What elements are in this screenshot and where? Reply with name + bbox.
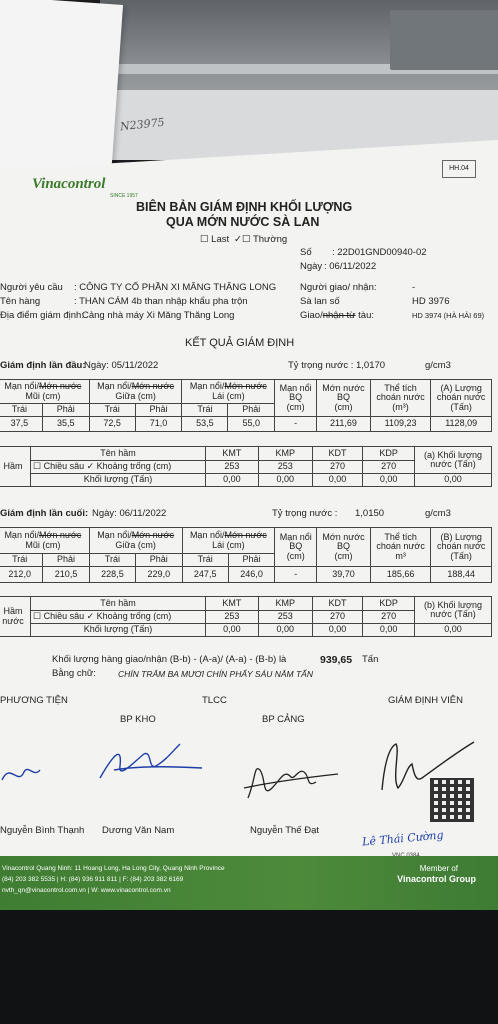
dark-background-bottom: [0, 910, 498, 1024]
table-cell: 270: [312, 461, 363, 474]
barge-value: HD 3976: [412, 296, 450, 307]
table-cell: 35,5: [42, 417, 89, 432]
depth-checkbox: ☐ Chiều sâu: [33, 461, 85, 472]
tank-option-row: [31, 611, 206, 624]
first-survey-date: Ngày: 05/11/2022: [84, 360, 159, 371]
option-last: ☐ Last: [200, 234, 230, 245]
place-label: Địa điểm giám định:: [0, 310, 84, 321]
table-cell: 0,00: [363, 474, 415, 487]
last-survey-date: Ngày: 06/11/2022: [92, 508, 167, 519]
tank-mass-label: Khối lượng (Tấn): [31, 474, 206, 487]
first-density-label: Tỷ trọng nước :: [288, 360, 354, 371]
footer-address: Vinacontrol Quang Ninh: 11 Hoang Long, Ha Long City, Quang Ninh Province: [2, 865, 225, 872]
tank-option-row: [31, 461, 206, 474]
table-cell: 270: [312, 611, 363, 624]
doc-date: : 06/11/2022: [324, 261, 377, 272]
vessel-signature: [0, 752, 50, 792]
form-code: HH.04: [442, 160, 476, 178]
logo-since: SINCE 1957: [110, 193, 138, 199]
port-signature: [242, 758, 342, 808]
table-cell: 253: [206, 461, 259, 474]
tank-row-label: Hầm nước: [0, 597, 31, 637]
bq-draft-header: Mớn nước BQ (cm): [317, 528, 371, 567]
table-cell: 211,69: [317, 417, 371, 432]
inspector-stamp-name: Lê Thái Cường: [361, 828, 444, 849]
delivery-label-b: tàu:: [358, 310, 374, 321]
net-mass-unit: Tấn: [362, 654, 379, 665]
ullage-checkbox: ✓ Khoảng trống (cm): [86, 461, 172, 472]
table-cell: -: [275, 567, 317, 583]
tank-total-header: (b) Khối lượng nước (Tấn): [415, 597, 492, 624]
table-cell: 0,00: [206, 624, 259, 637]
delivery-label-a: Giao/: [300, 310, 323, 321]
footer-member-of: Member of: [419, 864, 458, 873]
in-words-label: Bằng chữ:: [52, 668, 96, 679]
place-value: Cảng nhà máy Xi Măng Thăng Long: [82, 310, 235, 321]
warehouse-signature-title: BP KHO: [120, 714, 156, 725]
table-cell: 37,5: [0, 417, 42, 432]
table-cell: 0,00: [312, 474, 363, 487]
goods-value: : THAN CÁM 4b than nhập khẩu pha trộn: [74, 296, 248, 307]
table-cell: -: [275, 417, 317, 432]
warehouse-signature: [96, 740, 206, 790]
side-left: Trái: [0, 404, 42, 417]
ullage-checkbox: ✓ Khoảng trống (cm): [86, 611, 172, 622]
table-cell: 246,0: [228, 567, 274, 583]
side-right: Phải: [42, 404, 89, 417]
qr-code: [430, 778, 474, 822]
bow-header: Mạn nổi/Mớn nước Mũi (cm): [0, 528, 89, 554]
first-density-value: 1,0170: [356, 360, 386, 371]
table-cell: 55,0: [228, 417, 275, 432]
tank-header-kdp: KDP: [363, 597, 415, 611]
receiver-value: -: [412, 282, 416, 293]
tank-row-label: Hầm: [0, 447, 31, 487]
tank-total-value: 0,00: [415, 624, 492, 637]
table-cell: 53,5: [182, 417, 228, 432]
doc-number: : 22D01GND00940-02: [332, 247, 427, 258]
mid-header: Mạn nổi/Mớn nước Giữa (cm): [89, 528, 182, 554]
title-line1: BIÊN BẢN GIÁM ĐỊNH KHỐI LƯỢNG: [136, 200, 353, 214]
table-cell: 0,00: [258, 624, 312, 637]
bq-free-header: Mạn nổi BQ (cm): [275, 380, 317, 417]
table-cell: 210,5: [43, 567, 89, 583]
warehouse-signer-name: Dương Văn Nam: [102, 825, 175, 836]
table-cell: 185,66: [370, 567, 431, 583]
stern-header: Mạn nổi/Mớn nước Lái (cm): [182, 528, 275, 554]
company-footer: [0, 856, 498, 910]
doc-date-label: Ngày: [300, 261, 323, 272]
tlcc-signature-title: TLCC: [202, 695, 227, 706]
side-right: Phải: [43, 554, 89, 567]
table-cell: 71,0: [135, 417, 182, 432]
side-right: Phải: [228, 404, 275, 417]
tank-header-name: Tên hầm: [31, 447, 206, 461]
side-right: Phải: [136, 554, 182, 567]
first-tank-table: [0, 446, 492, 487]
barge-label: Sà lan số: [300, 296, 340, 307]
table-cell: 270: [363, 461, 415, 474]
first-draft-table: [0, 379, 492, 432]
table-cell: 253: [258, 611, 312, 624]
table-cell: 229,0: [136, 567, 182, 583]
side-left: Trái: [89, 404, 135, 417]
vinacontrol-logo: Vinacontrol: [32, 176, 106, 192]
requester-label: Người yêu cầu: [0, 282, 63, 293]
table-cell: 0,00: [258, 474, 312, 487]
footer-group-name: Vinacontrol Group: [397, 874, 476, 884]
table-cell: 1128,09: [431, 417, 492, 432]
tank-header-kmt: KMT: [206, 447, 259, 461]
table-cell: 247,5: [182, 567, 228, 583]
bq-free-header: Mạn nổi BQ (cm): [275, 528, 317, 567]
last-survey-label: Giám định lần cuối:: [0, 508, 89, 519]
table-cell: 0,00: [206, 474, 259, 487]
last-draft-table: [0, 527, 492, 583]
mass-header: (A) Lượng choán nước (Tấn): [431, 380, 492, 417]
goods-label: Tên hàng: [0, 296, 41, 307]
vessel-signature-title: PHƯƠNG TIỆN: [0, 695, 68, 706]
last-density-label: Tỷ trọng nước :: [272, 508, 338, 519]
title-line2: QUA MỚN NƯỚC SÀ LAN: [166, 215, 320, 229]
last-density-unit: g/cm3: [425, 508, 451, 519]
port-signer-name: Nguyễn Thế Đạt: [250, 825, 320, 836]
receiver-label: Người giao/ nhận:: [300, 282, 377, 293]
doc-number-label: Số: [300, 247, 312, 258]
tank-total-header: (a) Khối lượng nước (Tấn): [415, 447, 492, 474]
side-left: Trái: [89, 554, 135, 567]
first-survey-label: Giám định lần đầu:: [0, 360, 86, 371]
table-cell: 1109,23: [370, 417, 431, 432]
table-cell: 212,0: [0, 567, 43, 583]
delivery-value: HD 3974 (HÀ HẢI 69): [412, 311, 485, 320]
laptop-touchpad: [390, 10, 498, 70]
side-left: Trái: [182, 404, 228, 417]
handwritten-note: N23975: [119, 115, 166, 134]
stern-header: Mạn nổi/Mớn nước Lái (cm): [182, 380, 275, 404]
first-density-unit: g/cm3: [425, 360, 451, 371]
table-cell: 270: [363, 611, 415, 624]
side-left: Trái: [182, 554, 228, 567]
result-title: KẾT QUẢ GIÁM ĐỊNH: [185, 337, 295, 349]
volume-header: Thể tích choán nước m³: [370, 528, 431, 567]
tank-mass-label: Khối lượng (Tấn): [31, 624, 206, 637]
last-density-value: 1,0150: [355, 508, 385, 519]
mass-header: (B) Lượng choán nước (Tấn): [431, 528, 492, 567]
table-cell: 39,70: [317, 567, 371, 583]
footer-email-web: nvth_qn@vinacontrol.com.vn | W: www.vinacontrol.com.vn: [2, 887, 171, 894]
requester-value: : CÔNG TY CỔ PHẦN XI MĂNG THĂNG LONG: [74, 282, 277, 293]
side-right: Phải: [135, 404, 182, 417]
port-signature-title: BP CẢNG: [262, 714, 305, 725]
vessel-signer-name: Nguyễn Bình Thạnh: [0, 825, 85, 836]
tank-header-name: Tên hầm: [31, 597, 206, 611]
bow-header: Mạn nổi/Mớn nước Mũi (cm): [0, 380, 89, 404]
delivery-strike: nhận từ: [322, 310, 356, 321]
side-left: Trái: [0, 554, 43, 567]
table-cell: 0,00: [312, 624, 363, 637]
tank-header-kdt: KDT: [312, 447, 363, 461]
tank-header-kdp: KDP: [363, 447, 415, 461]
net-mass-label: Khối lượng hàng giao/nhận (B-b) - (A-a)/ (A-a) - (B-b) là: [52, 654, 287, 665]
option-normal: ✓☐ Thường: [234, 234, 288, 245]
inspector-signature-title: GIÁM ĐỊNH VIÊN: [388, 695, 463, 706]
volume-header: Thể tích choán nước (m³): [370, 380, 431, 417]
footer-phones: (84) 203 382 5535 | H: (84) 936 911 811 | F: (84) 203 382 6169: [2, 876, 184, 883]
last-tank-table: [0, 596, 492, 637]
table-cell: 253: [206, 611, 259, 624]
table-cell: 72,5: [89, 417, 135, 432]
depth-checkbox: ☐ Chiều sâu: [33, 611, 85, 622]
table-cell: 228,5: [89, 567, 135, 583]
table-cell: 188,44: [431, 567, 492, 583]
tank-header-kdt: KDT: [312, 597, 363, 611]
side-right: Phải: [228, 554, 274, 567]
bq-draft-header: Mớn nước BQ (cm): [317, 380, 371, 417]
mid-header: Mạn nổi/Mớn nước Giữa (cm): [89, 380, 182, 404]
net-mass-value: 939,65: [320, 654, 353, 666]
tank-header-kmp: KMP: [258, 447, 312, 461]
tank-header-kmp: KMP: [258, 597, 312, 611]
table-cell: 253: [258, 461, 312, 474]
in-words-value: CHÍN TRĂM BA MƯƠI CHÍN PHẨY SÁU NĂM TẤN: [118, 669, 313, 679]
tank-header-kmt: KMT: [206, 597, 259, 611]
table-cell: 0,00: [363, 624, 415, 637]
delivery-label: [300, 311, 374, 321]
tank-total-value: 0,00: [415, 474, 492, 487]
